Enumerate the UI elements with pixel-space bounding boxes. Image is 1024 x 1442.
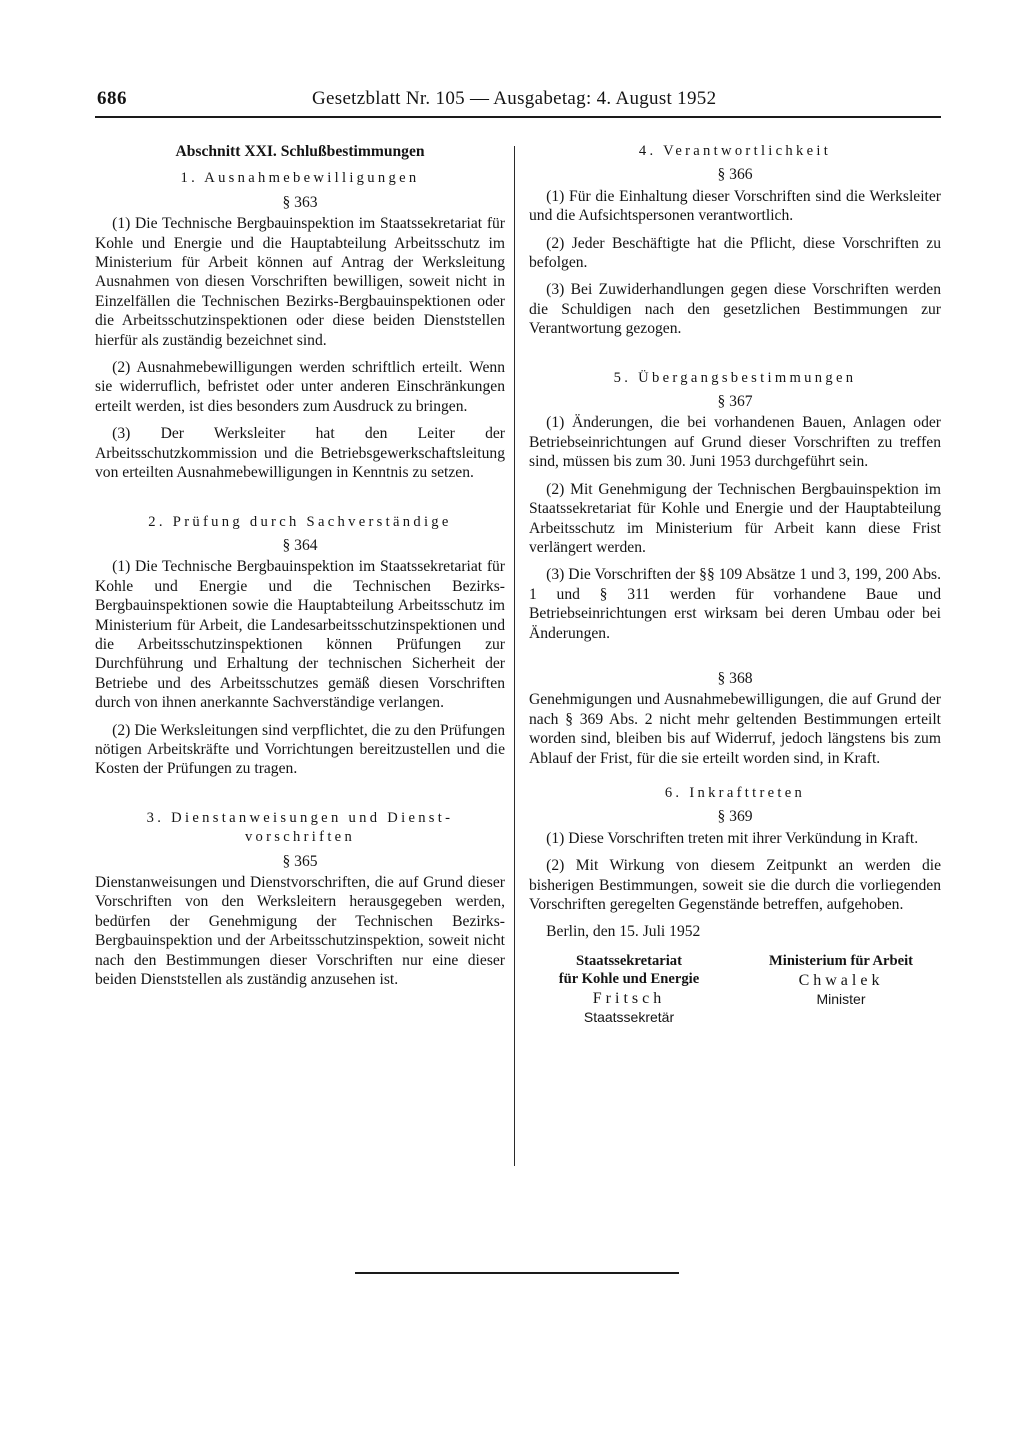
paragraph: Dienstanweisungen und Dienstvorschriften, die auf Grund dieser Vorschriften von den Werksleitern herausgegeben werden, bedürfen der Genehmigung der Technischen Bezirks-Bergbauinspektion und der Arbeitsschutzinspektion, soweit nicht nach den Bestimmungen dieser Vorschriften nur eine dieser beiden Dienststellen als zuständig anzusehen ist. xyxy=(95,874,505,989)
paragraph: (2) Ausnahmebewilligungen werden schriftlich erteilt. Wenn sie widerruflich, befristet oder unter anderen Einschränkungen erteilt werden, ist dies besonders zum Ausdruck zu bringen. xyxy=(95,359,505,415)
signatory-authority: Staatssekretariat xyxy=(576,952,682,969)
paragraph-sign: § 369 xyxy=(717,808,753,826)
page-number: 686 xyxy=(97,88,127,109)
signatory-title: Staatssekretär xyxy=(583,1008,675,1025)
paragraph: (2) Die Werksleitungen sind verpflichtet, die zu den Prüfungen nötigen Arbeitskräfte und Vorrichtungen bereitzustellen und die Kosten der Prüfungen zu tragen. xyxy=(95,721,505,778)
subsection-heading: 4. Verantwortlichkeit xyxy=(638,143,832,159)
subsection-heading: 1. Ausnahmebewilligungen xyxy=(180,170,420,187)
section-heading: Abschnitt XXI. Schlußbestimmungen xyxy=(175,143,425,160)
paragraph-sign: § 367 xyxy=(717,393,753,411)
header-rule xyxy=(95,116,941,118)
subsection-heading-line: 3. Dienstanweisungen und Dienst- xyxy=(146,809,454,826)
column-divider xyxy=(514,146,515,1166)
paragraph-sign: § 366 xyxy=(717,166,753,184)
paragraph: (1) Für die Einhaltung dieser Vorschriften sind die Werksleiter und die Aufsichtspersonen verantwortlich. xyxy=(529,187,941,225)
left-column xyxy=(95,142,505,997)
subsection-heading: 5. Übergangsbestimmungen xyxy=(613,369,857,386)
paragraph: (3) Die Vorschriften der §§ 109 Absätze 1 und 3, 199, 200 Abs. 1 und § 311 werden für vorhandene Baue und Betriebseinrichtungen erst wirksam bei deren Umbau oder bei Änderungen. xyxy=(529,566,941,642)
signatory-name: Fritsch xyxy=(592,989,666,1007)
paragraph: Genehmigungen und Ausnahmebewilligungen, die auf Grund der nach § 369 Abs. 2 nicht mehr geltenden Bestimmungen erteilt worden sind, bleiben bis auf Widerruf, jedoch längstens bis zum Ablauf der Frist, für die sie erteilt worden sind, in Kraft. xyxy=(529,691,941,767)
paragraph: (2) Mit Genehmigung der Technischen Bergbauinspektion im Staatssekretariat für Kohle und Energie und der Hauptabteilung Arbeitsschutz im Ministerium für Arbeit kann diese Frist verlängert werden. xyxy=(529,480,941,556)
paragraph: (1) Die Technische Bergbauinspektion im Staatssekretariat für Kohle und Energie und die Technischen Bezirks-Bergbauinspektionen sowie die Hauptabteilung Arbeitsschutz im Ministerium für Arbeit, die Landesarbeitsschutzinspektionen und die Arbeitsschutzinspektionen können Prüfungen zur Durchführung und Erhaltung der technischen Sicherheit der Betriebe und des Arbeitsschutzes gemäß diesen Vorschriften durch von ihnen anerkannte Sachverständige verlangen. xyxy=(95,558,505,712)
running-head: Gesetzblatt Nr. 105 — Ausgabetag: 4. August 1952 xyxy=(312,88,717,109)
signatory-title: Minister xyxy=(816,990,866,1007)
paragraph: (3) Der Werksleiter hat den Leiter der Arbeitsschutzkommission und die Betriebsgewerkschaftsleitung von erteilten Ausnahmebewilligungen in Kenntnis zu setzen. xyxy=(95,425,505,482)
end-rule xyxy=(355,1272,679,1274)
signatory-name: Chwalek xyxy=(798,971,884,989)
signatory-authority: für Kohle und Energie xyxy=(558,970,700,987)
paragraph-sign: § 365 xyxy=(282,852,318,870)
subsection-heading-line: vorschriften xyxy=(244,829,356,846)
paragraph-sign: § 363 xyxy=(282,193,318,211)
subsection-heading xyxy=(95,809,505,848)
paragraph-sign: § 368 xyxy=(717,669,753,687)
signatory-authority: Ministerium für Arbeit xyxy=(768,952,914,969)
paragraph: (2) Mit Wirkung von diesem Zeitpunkt an werden die bisherigen Bestimmungen, soweit sie die durch die vorliegenden Vorschriften geregelten Gegenstände betreffen, aufgehoben. xyxy=(529,857,941,913)
paragraph: (1) Diese Vorschriften treten mit ihrer Verkündung in Kraft. xyxy=(546,829,919,847)
subsection-heading: 6. Inkrafttreten xyxy=(664,784,806,801)
signature-block-right xyxy=(741,952,941,1026)
paragraph-sign: § 364 xyxy=(282,536,318,554)
paragraph: (3) Bei Zuwiderhandlungen gegen diese Vorschriften werden die Schuldigen nach den gesetzlichen Bestimmungen zur Verantwortung gezogen. xyxy=(529,281,941,338)
place-date: Berlin, den 15. Juli 1952 xyxy=(546,923,701,941)
paragraph: (1) Änderungen, die bei vorhandenen Bauen, Anlagen oder Betriebseinrichtungen auf Grund dieser Vorschriften zu treffen sind, müssen bis zum 30. Juni 1953 durchgeführt sein. xyxy=(529,414,941,471)
paragraph: (1) Die Technische Bergbauinspektion im Staatssekretariat für Kohle und Energie und die Hauptabteilung Arbeitsschutz im Ministerium für Arbeit können auf Antrag der Werksleitung Ausnahmen von diesen Vorschriften bewilligen, soweit nicht in Einzelfällen die Technischen Bezirks-Bergbauinspektionen oder die Arbeitsschutzinspektionen oder diese beiden Dienststellen hierfür als zuständig bezeichnet sind. xyxy=(95,215,505,349)
paragraph: (2) Jeder Beschäftigte hat die Pflicht, diese Vorschriften zu befolgen. xyxy=(529,234,941,272)
right-column xyxy=(529,142,941,1026)
signature-block-left xyxy=(529,952,729,1026)
signature-area xyxy=(529,952,941,1026)
subsection-heading: 2. Prüfung durch Sachverständige xyxy=(148,513,452,530)
